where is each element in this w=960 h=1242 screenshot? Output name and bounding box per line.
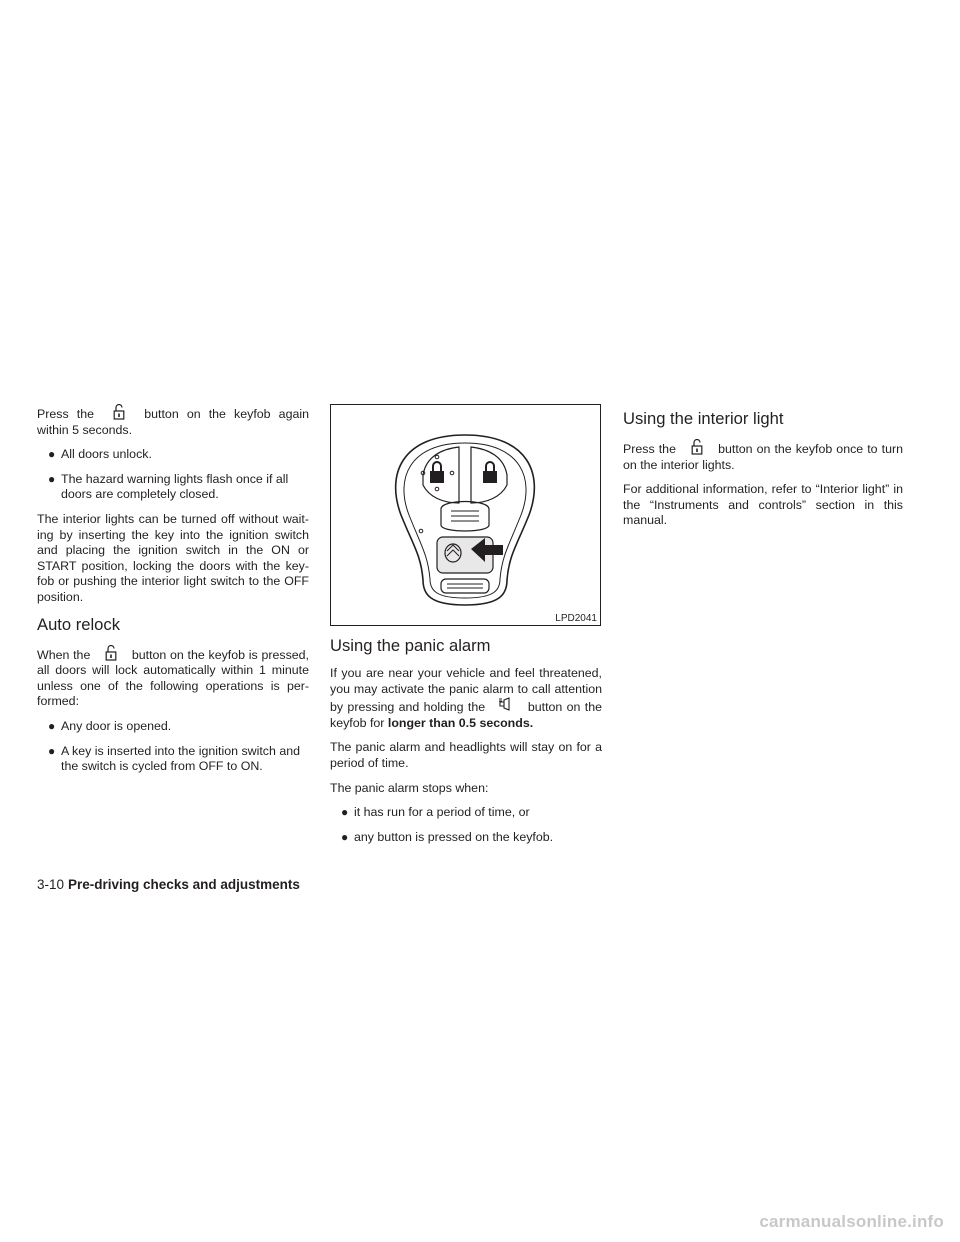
list-item-text: All doors unlock.: [61, 447, 152, 462]
keyfob-figure: [330, 404, 601, 626]
paragraph-interior-light: [623, 439, 903, 473]
heading-auto-relock: Auto relock: [37, 614, 121, 634]
bold-duration: longer than 0.5 seconds.: [387, 715, 534, 730]
bullet: ●: [48, 718, 56, 733]
bullet-list-unlock: [37, 447, 309, 503]
bullet: ●: [48, 447, 56, 462]
text-fragment: button on the keyfob again within 5 seconds.: [37, 407, 309, 437]
column-left: [37, 404, 309, 784]
keyfob-illustration: [331, 405, 600, 625]
list-item: [330, 830, 602, 846]
paragraph-additional-info: For additional information, refer to “Interior light” in the “Instruments and controls” section in this manual.: [623, 482, 903, 528]
bullet: ●: [341, 805, 349, 820]
list-item: [37, 719, 309, 735]
watermark: carmanualsonline.info: [759, 1212, 944, 1231]
paragraph-interior-lights: The interior lights can be turned off without wait-ing by inserting the key into the ignition switch and placing the ignition switch in the ON or START position, locking the doors with the key-fob or pushing the interior light switch to the OFF position.: [37, 511, 309, 604]
text-fragment: Press the: [623, 442, 676, 456]
bullet: ●: [48, 471, 56, 486]
text-fragment: button on the keyfob once to turn on the interior lights.: [623, 442, 903, 472]
page-number: 3-10: [37, 877, 65, 892]
text-fragment: When the: [37, 647, 91, 662]
paragraph-panic-stops: The panic alarm stops when:: [330, 780, 489, 795]
figure-code: LPD2041: [555, 613, 597, 624]
text-fragment: Press the: [37, 407, 95, 421]
text-fragment: button on the keyfob for: [330, 700, 602, 730]
bullet-list-panic: [330, 805, 602, 845]
list-item-text: it has run for a period of time, or: [354, 805, 530, 820]
panic-horn-icon: [490, 697, 524, 713]
list-item-text: A key is inserted into the ignition switch and the switch is cycled from OFF to ON.: [61, 743, 300, 774]
unlock-icon: [94, 645, 128, 661]
heading-interior-light: Using the interior light: [623, 409, 784, 428]
column-middle: [330, 404, 602, 854]
bullet: ●: [341, 829, 349, 844]
list-item-text: Any door is opened.: [61, 718, 172, 733]
list-item: [37, 447, 309, 463]
list-item-text: any button is pressed on the keyfob.: [354, 829, 554, 844]
unlock-icon: [680, 439, 714, 455]
list-item: [330, 805, 602, 821]
list-item: [37, 472, 309, 503]
text-fragment: If you are near your vehicle and feel threatened, you may activate the panic alarm to call attention by pressing and holding the: [330, 666, 602, 715]
bullet-list-relock: [37, 719, 309, 775]
paragraph-auto-relock: [37, 645, 309, 710]
text-fragment: button on the keyfob is pressed, all doors will lock automatically within 1 minute unless one of the following operations is per-formed:: [37, 647, 309, 709]
heading-panic-alarm: Using the panic alarm: [330, 636, 491, 655]
section-title: Pre-driving checks and adjustments: [68, 877, 300, 892]
unlock-icon: [102, 404, 136, 420]
list-item-text: The hazard warning lights flash once if all doors are completely closed.: [61, 471, 289, 502]
column-right: [623, 404, 903, 538]
paragraph-press-again: [37, 404, 309, 438]
paragraph-panic-duration: The panic alarm and headlights will stay on for a period of time.: [330, 740, 602, 770]
bullet: ●: [48, 743, 56, 758]
page-footer: [37, 877, 300, 892]
list-item: [37, 744, 309, 775]
paragraph-panic-activate: [330, 666, 602, 731]
